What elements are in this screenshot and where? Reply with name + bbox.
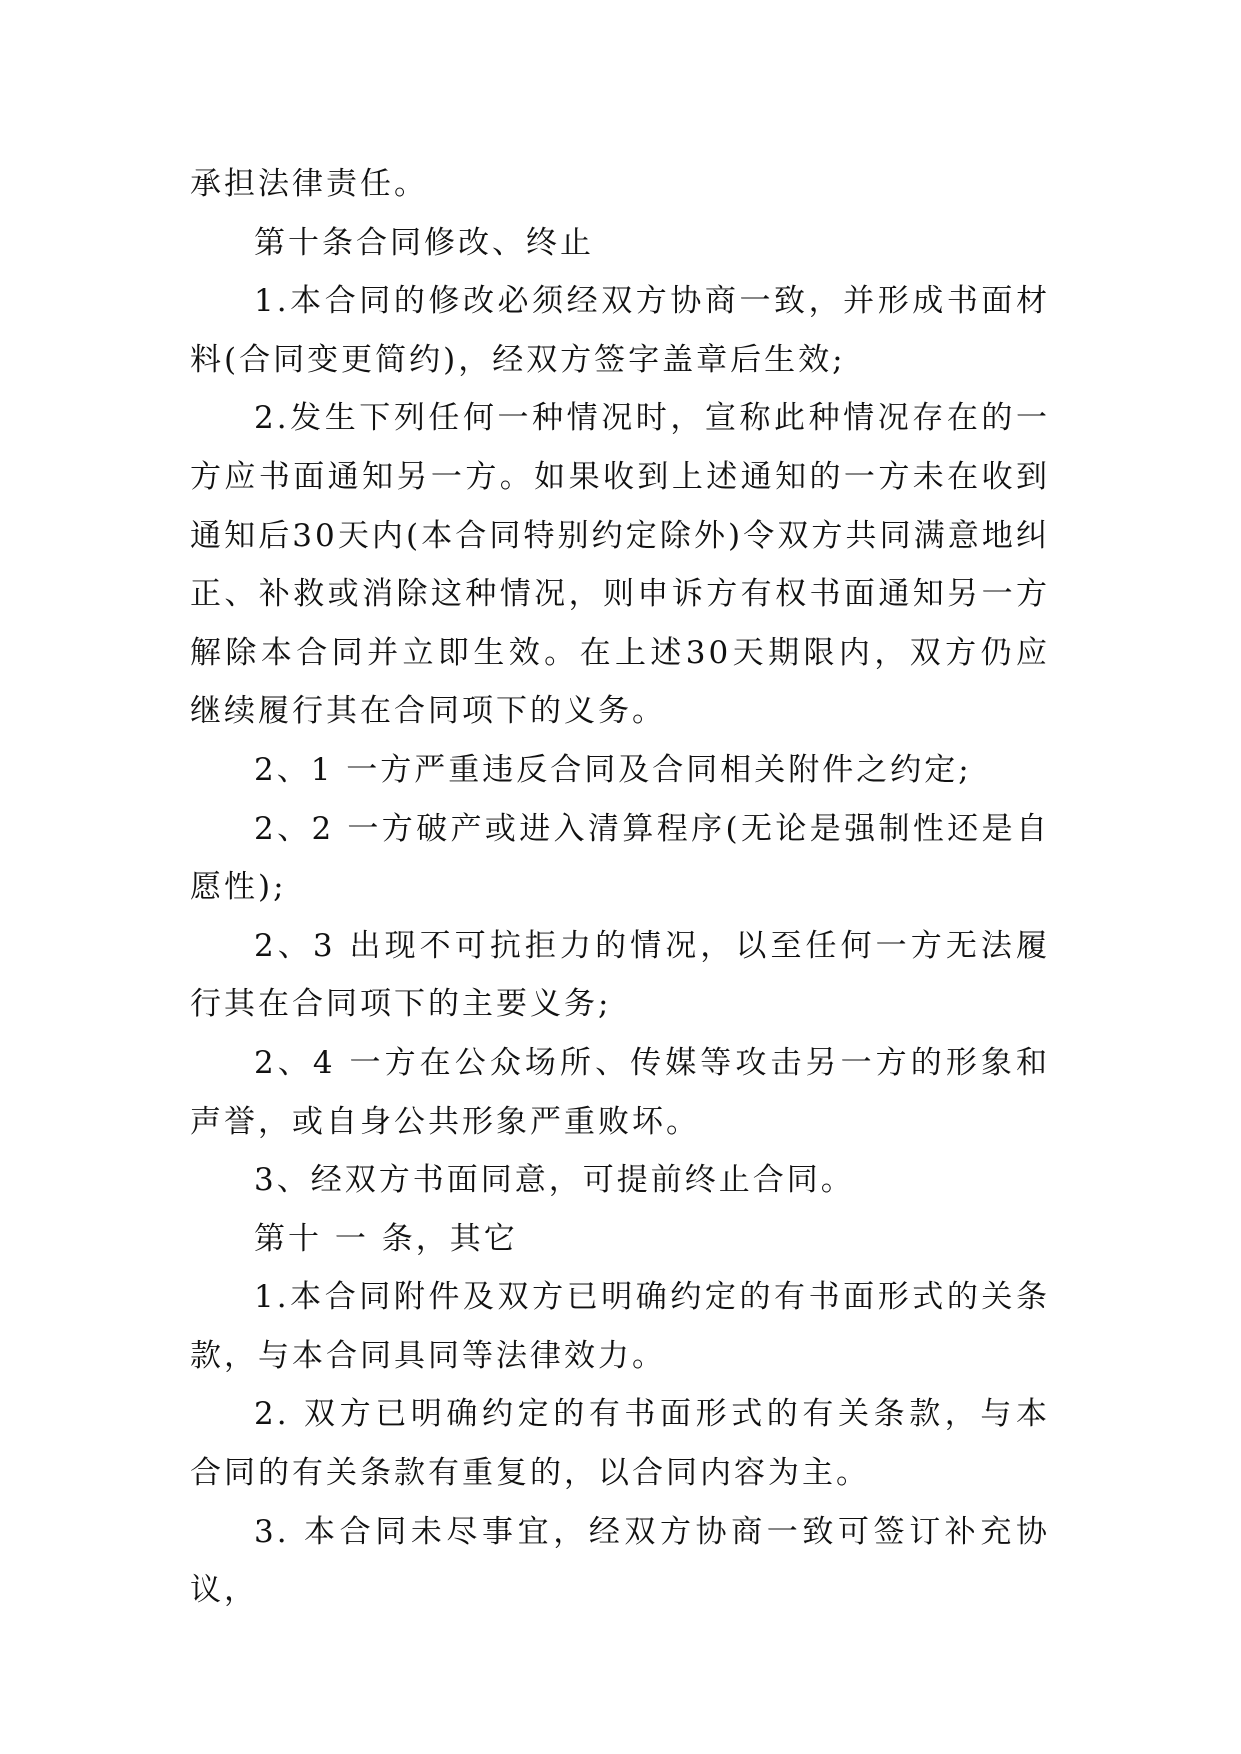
article-10-clause-2-4: 2、4 一方在公众场所、传媒等攻击另一方的形象和声誉，或自身公共形象严重败坏。 (190, 1044, 1050, 1140)
article-11-clause-1: 1.本合同附件及双方已明确约定的有书面形式的关条款，与本合同具同等法律效力。 (190, 1279, 1050, 1374)
paragraph-liability-end: 承担法律责任。 (190, 166, 428, 202)
article-10-clause-1: 1.本合同的修改必须经双方协商一致，并形成书面材料(合同变更简约)，经双方签字盖章后生效; (190, 283, 1050, 378)
article-11-heading: 第十 一 条，其它 (254, 1220, 518, 1257)
article-10-heading: 第十条合同修改、终止 (254, 224, 594, 261)
article-10-clause-2: 2.发生下列任何一种情况时，宣称此种情况存在的一方应书面通知另一方。如果收到上述通知的一方未在收到通知后30天内(本合同特别约定除外)令双方共同满意地纠正、补救或消除这种情况，则申诉方有权书面通知另一方解除本合同并立即生效。在上述30天期限内，双方仍应继续履行其在合同项下的义务。 (190, 400, 1050, 730)
article-11-clause-3: 3. 本合同未尽事宜，经双方协商一致可签订补充协议， (190, 1513, 1050, 1609)
article-10-clause-2-2: 2、2 一方破产或进入清算程序(无论是强制性还是自愿性); (190, 810, 1050, 906)
article-10-clause-3: 3、经双方书面同意，可提前终止合同。 (254, 1162, 855, 1199)
article-11-clause-2: 2. 双方已明确约定的有书面形式的有关条款，与本合同的有关条款有重复的，以合同内容为主。 (190, 1396, 1050, 1492)
article-10-clause-2-3: 2、3 出现不可抗拒力的情况，以至任何一方无法履行其在合同项下的主要义务; (190, 927, 1050, 1023)
article-10-clause-2-1: 2、1 一方严重违反合同及合同相关附件之约定; (254, 751, 972, 788)
document-body (190, 155, 1050, 1620)
